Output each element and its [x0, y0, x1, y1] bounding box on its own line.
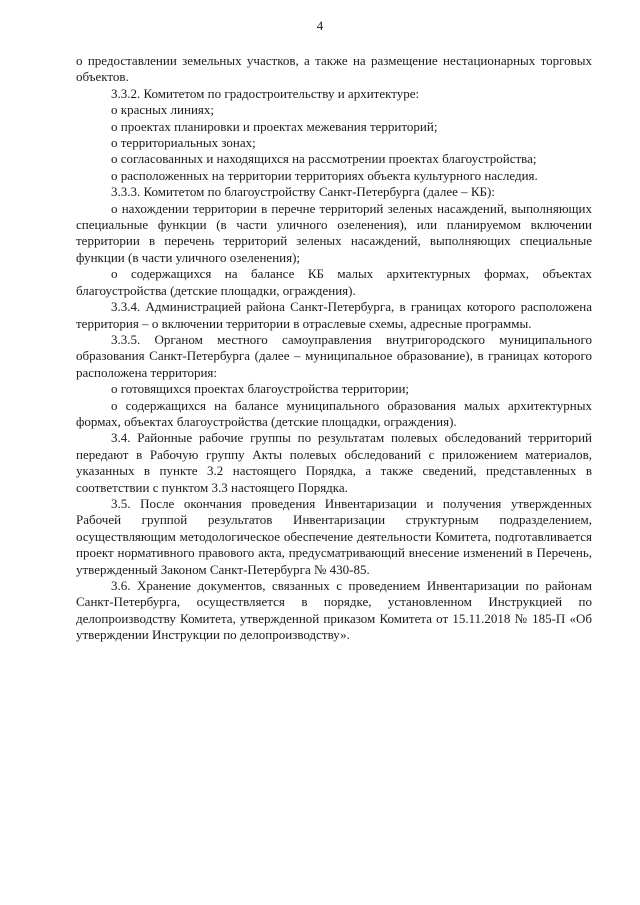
section-heading-3-3-5: 3.3.5. Органом местного самоуправления внутригородского муниципального образования Санкт-Петербурга (далее – муниципальное образование), в границах которого расположена территория:	[76, 331, 592, 380]
list-item: о расположенных на территории территориях объекта культурного наследия.	[111, 167, 538, 183]
list-item: о территориальных зонах;	[111, 135, 256, 151]
list-item: о содержащихся на балансе КБ малых архитектурных формах, объектах благоустройства (детские площадки, ограждения).	[76, 266, 592, 298]
section-3-4: 3.4. Районные рабочие группы по результатам полевых обследований территорий передают в Рабочую группу Акты полевых обследований с приложением материалов, указанных в пункте 3.2 настоящего Порядка, а также сведений, представленных в соответствии с пунктом 3.3 настоящего Порядка.	[76, 430, 592, 495]
page-number: 4	[316, 18, 324, 33]
list-item: о готовящихся проектах благоустройства территории;	[111, 381, 410, 397]
list-item: о красных линиях;	[111, 102, 214, 118]
list-item: о проектах планировки и проектах межевания территорий;	[111, 118, 438, 134]
document-body	[76, 53, 592, 644]
section-3-5: 3.5. После окончания проведения Инвентаризации и получения утвержденных Рабочей группой результатов Инвентаризации структурным подразделением, осуществляющим методологическое обеспечение деятельности Комитета, подготавливается проект нормативного правового акта, предусматривающий внесение изменений в Перечень, утвержденный Законом Санкт-Петербурга № 430-85.	[76, 495, 592, 577]
section-heading-3-3-3: 3.3.3. Комитетом по благоустройству Санкт-Петербурга (далее – КБ):	[111, 184, 495, 200]
section-3-3-4: 3.3.4. Администрацией района Санкт-Петербурга, в границах которого расположена территория – о включении территории в отраслевые схемы, адресные программы.	[76, 299, 592, 331]
list-item: о содержащихся на балансе муниципального образования малых архитектурных формах, объектах благоустройства (детские площадки, ограждения).	[76, 397, 592, 429]
list-item: о согласованных и находящихся на рассмотрении проектах благоустройства;	[111, 151, 537, 167]
section-3-6: 3.6. Хранение документов, связанных с проведением Инвентаризации по районам Санкт-Петербурга, осуществляется в порядке, установленном Инструкцией по делопроизводству Комитета, утвержденной приказом Комитета от 15.11.2018 № 185-П «Об утверждении Инструкции по делопроизводству».	[76, 578, 592, 643]
paragraph: о предоставлении земельных участков, а также на размещение нестационарных торговых объектов.	[76, 53, 592, 85]
section-heading-3-3-2: 3.3.2. Комитетом по градостроительству и архитектуре:	[111, 85, 420, 101]
list-item: о нахождении территории в перечне территорий зеленых насаждений, выполняющих специальные функции (в части уличного озеленения), или планируемом включении территории в перечень территорий зеленых насаждений, выполняющих специальные функции (в части уличного озеленения);	[76, 200, 592, 265]
